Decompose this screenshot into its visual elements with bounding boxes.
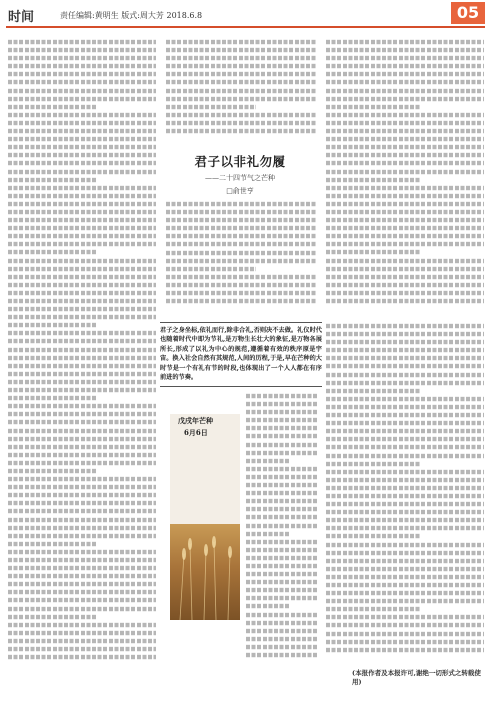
text-line	[8, 331, 156, 335]
text-line	[166, 80, 316, 84]
body-column-2-top	[166, 38, 316, 142]
article-author: □俞世亨	[226, 187, 254, 195]
text-line	[166, 275, 316, 279]
text-line	[246, 491, 318, 495]
text-line	[246, 483, 318, 487]
text-line	[8, 177, 97, 181]
text-line	[246, 531, 289, 535]
text-line	[8, 291, 156, 295]
text-line	[166, 258, 316, 262]
text-line	[8, 501, 156, 505]
text-line	[326, 599, 484, 603]
text-line	[8, 137, 156, 141]
text-line	[326, 283, 484, 287]
text-line	[326, 340, 484, 344]
text-line	[326, 413, 484, 417]
text-line	[8, 469, 97, 473]
body-column-3-lower	[326, 322, 484, 658]
article-title-block	[166, 152, 314, 196]
text-line	[166, 129, 316, 133]
text-line	[166, 250, 316, 254]
article-title: 君子以非礼勿履	[194, 154, 286, 169]
text-line	[166, 113, 316, 117]
text-line	[166, 72, 316, 76]
text-line	[8, 218, 156, 222]
text-line	[8, 307, 156, 311]
text-line	[8, 186, 156, 190]
poster-caption-area	[170, 414, 240, 524]
text-line	[8, 315, 156, 319]
text-line	[166, 121, 316, 125]
text-line	[8, 113, 156, 117]
poster-caption-date: 6月6日	[184, 428, 208, 437]
text-line	[8, 525, 156, 529]
text-line	[246, 580, 318, 584]
text-line	[166, 291, 316, 295]
text-line	[8, 153, 156, 157]
text-line	[8, 372, 156, 376]
text-line	[326, 105, 421, 109]
text-line	[326, 542, 484, 546]
text-line	[8, 299, 156, 303]
lead-quote: 君子之身坐标,依礼而行,除非合礼,否则决不去做。礼仪时代也随着时代中即为节礼,是万物生长壮大的象征,是万物各展所长,形成了以礼为中心的规范,遵循着有效的秩序原是宇宙。换入社会自然有其规范,人间的历程,于是,早在芒种的大时节是一个有礼有节的时段,也体现出了一个人人都在有序前进的节奏。	[160, 322, 322, 387]
text-line	[326, 291, 484, 295]
text-line	[326, 453, 484, 457]
text-line	[8, 258, 156, 262]
text-line	[326, 186, 484, 190]
text-line	[326, 648, 484, 652]
text-line	[326, 429, 484, 433]
article-subtitle: ——二十四节气之芒种	[205, 174, 275, 182]
text-line	[8, 339, 156, 343]
text-line	[8, 355, 156, 359]
text-line	[8, 64, 156, 68]
text-line	[8, 347, 156, 351]
text-line	[8, 250, 97, 254]
text-line	[326, 494, 484, 498]
poster-caption-year: 戊戌年芒种	[178, 416, 213, 425]
text-line	[246, 588, 318, 592]
text-line	[8, 105, 97, 109]
text-line	[8, 453, 156, 457]
text-line	[326, 218, 484, 222]
text-line	[246, 612, 318, 616]
text-line	[166, 299, 316, 303]
text-line	[326, 161, 484, 165]
text-line	[326, 623, 484, 627]
solar-term-poster	[170, 414, 240, 703]
text-line	[8, 542, 97, 546]
text-line	[246, 548, 318, 552]
text-line	[326, 486, 484, 490]
text-line	[246, 426, 318, 430]
text-line	[246, 645, 318, 649]
text-line	[8, 121, 156, 125]
text-line	[8, 566, 156, 570]
text-line	[326, 421, 484, 425]
text-line	[326, 356, 484, 360]
text-line	[8, 202, 156, 206]
body-column-2-mid	[166, 200, 316, 310]
text-line	[246, 467, 318, 471]
edition-info: 责任编辑:黄明生 版式:周大芳 2018.6.8	[60, 11, 203, 20]
text-line	[326, 226, 484, 230]
text-line	[8, 364, 156, 368]
text-line	[326, 591, 484, 595]
text-line	[246, 434, 318, 438]
text-line	[8, 461, 156, 465]
text-line	[8, 623, 156, 627]
text-line	[326, 56, 484, 60]
text-line	[246, 402, 318, 406]
text-line	[326, 96, 484, 100]
text-line	[326, 177, 421, 181]
text-line	[326, 169, 484, 173]
text-line	[326, 250, 421, 254]
text-line	[326, 534, 421, 538]
text-line	[326, 502, 484, 506]
text-line	[8, 420, 156, 424]
text-line	[166, 283, 316, 287]
text-line	[326, 550, 484, 554]
text-line	[326, 510, 484, 514]
text-line	[8, 404, 156, 408]
text-line	[246, 394, 318, 398]
text-line	[8, 72, 156, 76]
text-line	[326, 437, 484, 441]
body-column-1	[8, 38, 156, 662]
text-line	[8, 242, 156, 246]
text-line	[326, 372, 484, 376]
text-line	[246, 459, 289, 463]
text-line	[326, 332, 484, 336]
text-line	[326, 234, 484, 238]
poster-wheat-image	[170, 524, 240, 703]
text-line	[8, 558, 156, 562]
text-line	[246, 410, 318, 414]
text-line	[326, 615, 484, 619]
text-line	[246, 523, 318, 527]
text-line	[8, 639, 156, 643]
text-line	[326, 202, 484, 206]
text-line	[166, 64, 316, 68]
text-line	[8, 323, 97, 327]
text-line	[166, 88, 316, 92]
copyright-note: (本报作者及本报许可,谢绝一切形式之转载使用)	[352, 669, 481, 686]
text-line	[246, 596, 318, 600]
text-line	[326, 299, 484, 303]
text-line	[326, 397, 484, 401]
text-line	[246, 604, 289, 608]
text-line	[166, 96, 316, 100]
body-column-3	[326, 38, 484, 310]
text-line	[326, 364, 484, 368]
text-line	[8, 493, 156, 497]
text-line	[8, 598, 156, 602]
text-line	[326, 567, 484, 571]
text-line	[246, 540, 318, 544]
text-line	[8, 145, 156, 149]
text-line	[8, 631, 156, 635]
text-line	[326, 129, 484, 133]
text-line	[8, 647, 156, 651]
text-line	[166, 242, 316, 246]
text-line	[8, 275, 156, 279]
text-line	[166, 202, 316, 206]
text-line	[166, 226, 316, 230]
text-line	[8, 283, 156, 287]
text-line	[326, 145, 484, 149]
text-line	[8, 655, 156, 659]
text-line	[8, 226, 156, 230]
text-line	[166, 234, 316, 238]
text-line	[246, 515, 318, 519]
page-number-badge: 05	[451, 2, 485, 24]
text-line	[166, 218, 316, 222]
section-title: 时间	[8, 10, 35, 25]
text-line	[8, 590, 156, 594]
text-line	[8, 485, 156, 489]
text-line	[8, 396, 97, 400]
text-line	[326, 88, 484, 92]
text-line	[326, 470, 484, 474]
text-line	[8, 388, 156, 392]
text-line	[326, 607, 421, 611]
text-line	[8, 169, 156, 173]
text-line	[326, 194, 484, 198]
text-line	[326, 266, 484, 270]
text-line	[8, 534, 156, 538]
body-column-2-lower	[246, 392, 318, 662]
text-line	[8, 88, 156, 92]
text-line	[166, 56, 316, 60]
text-line	[166, 210, 316, 214]
text-line	[8, 574, 156, 578]
text-line	[326, 64, 484, 68]
text-line	[166, 267, 256, 271]
text-line	[166, 48, 316, 52]
text-line	[166, 40, 316, 44]
text-line	[326, 324, 484, 328]
text-line	[8, 550, 156, 554]
text-line	[246, 507, 318, 511]
text-line	[8, 48, 156, 52]
text-line	[8, 614, 97, 618]
text-line	[326, 242, 484, 246]
text-line	[8, 129, 156, 133]
text-line	[326, 405, 484, 409]
text-line	[246, 653, 318, 657]
text-line	[326, 518, 484, 522]
text-line	[326, 389, 421, 393]
text-line	[326, 72, 484, 76]
text-line	[326, 113, 484, 117]
text-line	[8, 266, 156, 270]
text-line	[166, 105, 256, 109]
text-line	[326, 575, 484, 579]
wheat-field-illustration	[170, 524, 240, 620]
text-line	[8, 477, 156, 481]
text-line	[8, 40, 156, 44]
text-line	[246, 475, 318, 479]
text-line	[8, 161, 156, 165]
text-line	[8, 517, 156, 521]
text-line	[8, 234, 156, 238]
text-line	[326, 559, 484, 563]
text-line	[246, 629, 318, 633]
text-line	[8, 56, 156, 60]
text-line	[326, 583, 484, 587]
text-line	[246, 418, 318, 422]
text-line	[326, 461, 421, 465]
text-line	[326, 275, 484, 279]
text-line	[326, 121, 484, 125]
text-line	[326, 137, 484, 141]
text-line	[326, 478, 484, 482]
text-line	[8, 96, 156, 100]
text-line	[8, 509, 156, 513]
text-line	[326, 445, 484, 449]
text-line	[326, 48, 484, 52]
text-line	[246, 442, 318, 446]
text-line	[8, 428, 156, 432]
text-line	[246, 637, 318, 641]
text-line	[246, 450, 318, 454]
text-line	[8, 80, 156, 84]
text-line	[326, 40, 484, 44]
text-line	[8, 436, 156, 440]
text-line	[8, 380, 156, 384]
text-line	[246, 499, 318, 503]
text-line	[8, 412, 156, 416]
text-line	[326, 80, 484, 84]
text-line	[8, 606, 156, 610]
text-line	[8, 445, 156, 449]
text-line	[326, 348, 484, 352]
text-line	[326, 153, 484, 157]
text-line	[246, 564, 318, 568]
text-line	[326, 210, 484, 214]
text-line	[246, 620, 318, 624]
text-line	[326, 258, 484, 262]
text-line	[246, 556, 318, 560]
text-line	[8, 582, 156, 586]
text-line	[326, 526, 484, 530]
text-line	[326, 631, 484, 635]
text-line	[246, 572, 318, 576]
text-line	[8, 210, 156, 214]
poster-image-text: 芒 种	[185, 688, 222, 703]
text-line	[326, 639, 484, 643]
text-line	[8, 194, 156, 198]
header-rule	[6, 26, 485, 28]
text-line	[326, 380, 484, 384]
